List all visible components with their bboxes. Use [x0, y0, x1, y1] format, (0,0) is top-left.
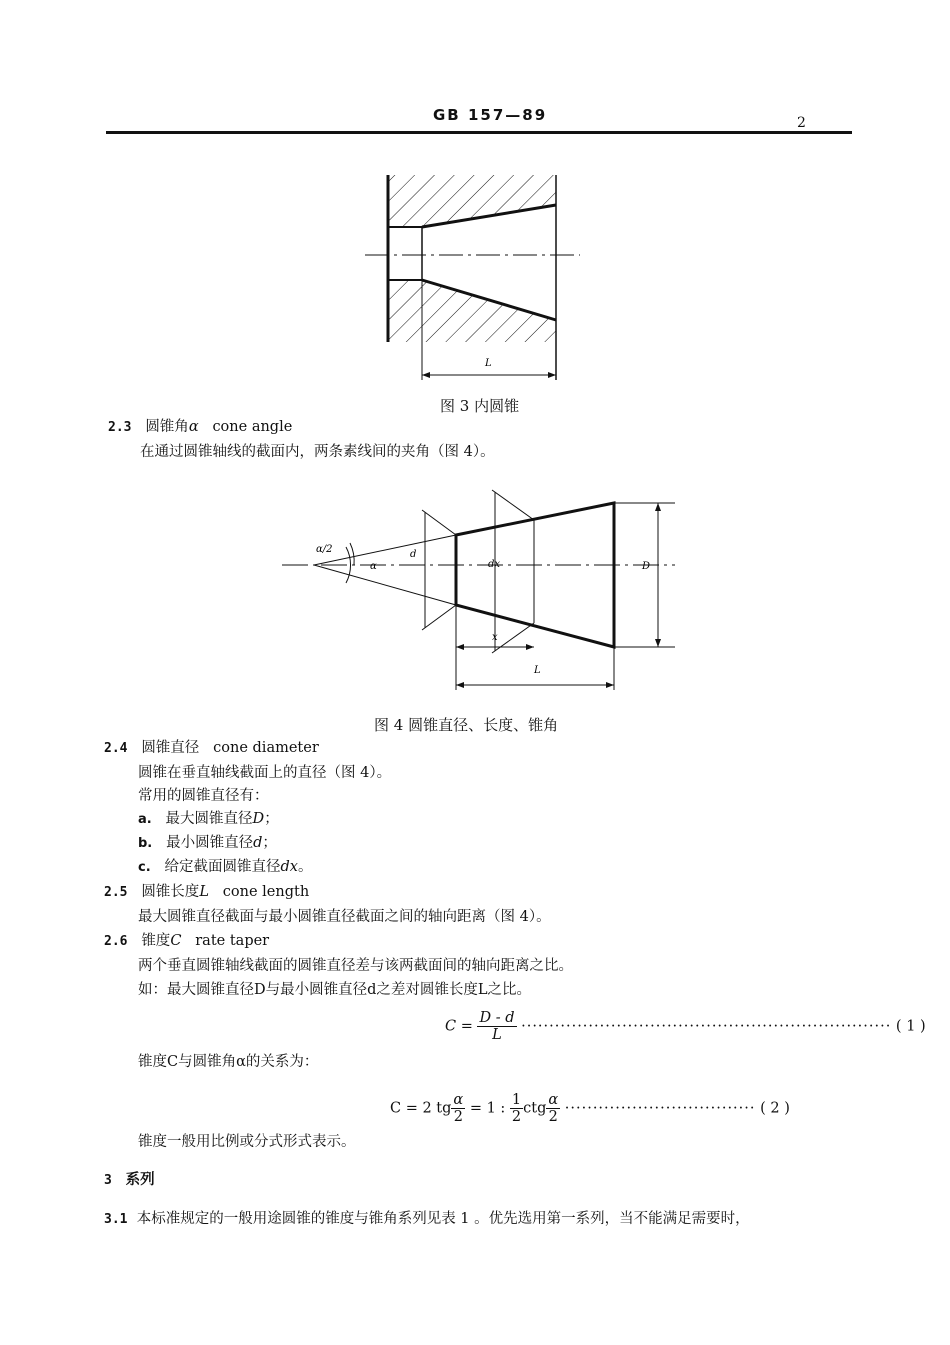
section-3-1: 3.1 本标准规定的一般用途圆锥的锥度与锥角系列见表 1 。优先选用第一系列，当不能满足需要时， [104, 1211, 750, 1227]
section-2-5-heading: 2.5 圆锥长度L cone length [104, 884, 310, 900]
figure-3-caption: 图 3 内圆锥 [440, 397, 520, 415]
equation-1-tag: ( 1 ) [895, 1018, 926, 1035]
section-2-3-number: 2.3 [108, 420, 132, 435]
section-2-6-relation: 锥度C与圆锥角α的关系为： [138, 1054, 319, 1070]
list-item-c: c. 给定截面圆锥直径dx。 [138, 859, 313, 875]
section-2-6-body1: 两个垂直圆锥轴线截面的圆锥直径差与该两截面间的轴向距离之比。 [138, 958, 573, 974]
fig4-label-half-alpha: α/2 [316, 544, 333, 555]
list-item-a: a. 最大圆锥直径D； [138, 811, 279, 827]
equation-2-tag: ( 2 ) [760, 1100, 790, 1117]
fig4-label-D: D [642, 561, 651, 572]
section-2-6-body2: 如：最大圆锥直径D与最小圆锥直径d之差对圆锥长度L之比。 [138, 982, 532, 998]
equation-2: C = 2 tg $\frac{\alpha}{2}$ = 1 : $\frac{1}{2}$ ctg $\frac{\alpha}{2}$ ·································· ( 2 ) [390, 1092, 790, 1125]
header-rule [106, 131, 852, 134]
section-2-6-heading: 2.6 锥度C rate taper [104, 933, 270, 949]
fig4-label-L: L [534, 665, 541, 676]
section-2-3-heading: 2.3 圆锥角α cone angle [108, 419, 293, 435]
cone-outline [456, 503, 614, 647]
section-2-5-body: 最大圆锥直径截面与最小圆锥直径截面之间的轴向距离（图 4）。 [138, 909, 551, 925]
equation-1: C = $\frac{D - d}{L}$ ·································································· ( 1 ) [445, 1010, 926, 1043]
section-2-6-note: 锥度一般用比例或分式形式表示。 [138, 1134, 356, 1150]
section-2-4-line1: 圆锥在垂直轴线截面上的直径（图 4）。 [138, 765, 392, 781]
fig3-label-L: L [485, 358, 492, 369]
page-number: 2 [797, 115, 806, 131]
fig4-label-d: d [410, 549, 417, 560]
section-2-4-heading: 2.4 圆锥直径 cone diameter [104, 740, 319, 756]
section-2-4-line2: 常用的圆锥直径有： [138, 788, 269, 804]
list-item-b: b. 最小圆锥直径d； [138, 835, 277, 851]
figure-4-caption: 图 4 圆锥直径、长度、锥角 [374, 716, 559, 734]
fig4-label-x: x [492, 632, 498, 643]
figure-4-cone-dimensions [280, 485, 680, 695]
fig4-label-dx: dx [488, 559, 501, 570]
section-2-3-body: 在通过圆锥轴线的截面内，两条素线间的夹角（图 4）。 [140, 444, 495, 460]
section-3-heading: 3 系列 [104, 1171, 155, 1188]
standard-code: GB 157—89 [433, 106, 548, 124]
fig4-label-alpha: α [370, 561, 377, 572]
figure-3-internal-cone [360, 170, 590, 385]
